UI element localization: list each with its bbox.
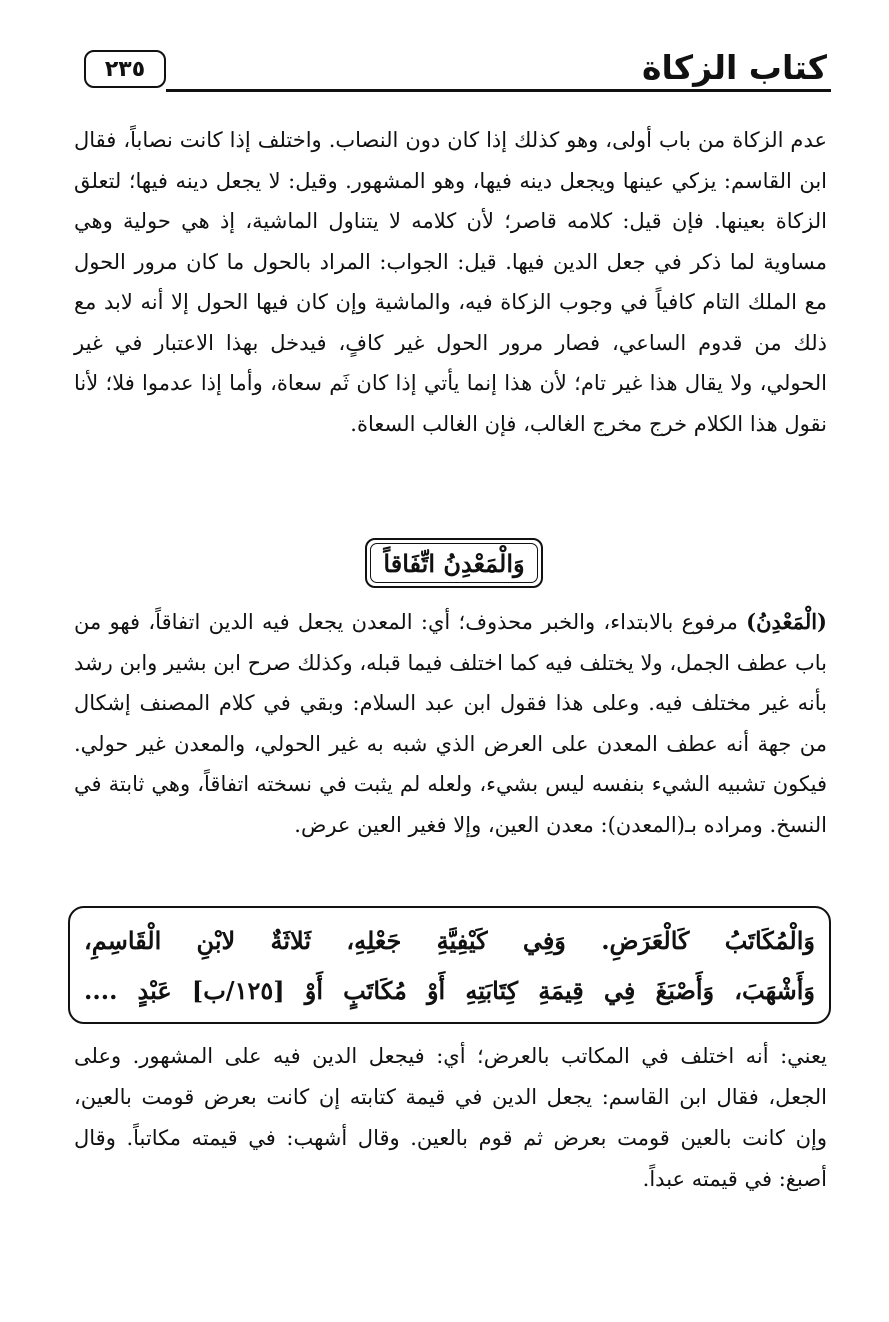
- commentary-paragraph-3: يعني: أنه اختلف في المكاتب بالعرض؛ أي: فيجعل الدين فيه على المشهور. وعلى الجعل، فقال ابن القاسم: يجعل الدين في قيمة كتابته إن كانت بعرض قومت بالعين، وإن كانت بالعين قومت بعرض ثم قوم بالعين. وقال أشهب: في قيمته مكاتباً. وقال أصبغ: في قيمته عبداً.: [74, 1044, 827, 1191]
- header-rule: [166, 89, 831, 92]
- paragraph-2-text: مرفوع بالابتداء، والخبر محذوف؛ أي: المعدن يجعل فيه الدين اتفاقاً، فهو من باب عطف الجمل، ولا يختلف فيه كما اختلف فيما قبله، وكذلك صرح ابن بشير وابن رشد بأنه غير مختلف فيه. وعلى هذا فقول ابن عبد السلام: وبقي في كلام المصنف إشكال من جهة أنه عطف المعدن على العرض الذي شبه به غير الحولي، والمعدن غير حولي. فيكون تشبيه الشيء بنفسه ليس بشيء، ولعله لم يثبت في نسخته اتفاقاً، وهي ثابتة في النسخ. ومراده بـ(المعدن): معدن العين، وإلا فغير العين عرض.: [74, 610, 827, 837]
- book-title: كتاب الزكاة: [642, 48, 827, 87]
- page-number: ٢٣٥: [104, 56, 146, 82]
- page-header: [84, 48, 831, 96]
- section-heading: وَالْمَعْدِنُ اتِّفَاقاً: [383, 548, 525, 578]
- lemma-word: (الْمَعْدِنُ): [746, 609, 827, 634]
- commentary-paragraph-1: عدم الزكاة من باب أولى، وهو كذلك إذا كان دون النصاب. واختلف إذا كانت نصاباً، فقال ابن القاسم: يزكي عينها ويجعل دينه فيها، وهو المشهور. وقيل: لا يجعل دينه فيها؛ لتعلق الزكاة بعينها. فإن قيل: كلامه قاصر؛ لأن كلامه لا يتناول الماشية، إذ هي حولية وهي مساوية لما ذكر في جعل الدين فيها. قيل: الجواب: المراد بالحول ما كان مرور الحول مع الملك التام كافياً في وجوب الزكاة فيه، والماشية وإن كان فيها الحول إلا أنه لابد مع ذلك من قدوم الساعي، فصار مرور الحول غير كافٍ، فيدخل بهذا الاعتبار في غير الحولي، ولا يقال هذا غير تام؛ لأن هذا إنما يأتي إذا كان ثَم سعاة، وأما إذا عدموا فلا؛ لأنا نقول هذا الكلام خرج مخرج الغالب، فإن الغالب السعاة.: [74, 128, 827, 436]
- matn-line-2: وَأَشْهَبَ، وَأَصْبَغَ فِي قِيمَةِ كِتَابَتِهِ أَوْ مُكَاتَبٍ أَوْ [١٢٥/ب] عَبْدٍ ....: [84, 976, 815, 1005]
- section-heading-box: [365, 538, 543, 588]
- commentary-paragraph-2: [74, 602, 827, 845]
- matn-line-1: وَالْمُكَاتَبُ كَالْعَرَضِ. وَفِي كَيْفِيَّةِ جَعْلِهِ، ثَلاثَةٌ لابْنِ الْقَاسِمِ،: [84, 926, 815, 955]
- matn-text-box: [68, 906, 831, 1024]
- page-number-box: [84, 50, 166, 88]
